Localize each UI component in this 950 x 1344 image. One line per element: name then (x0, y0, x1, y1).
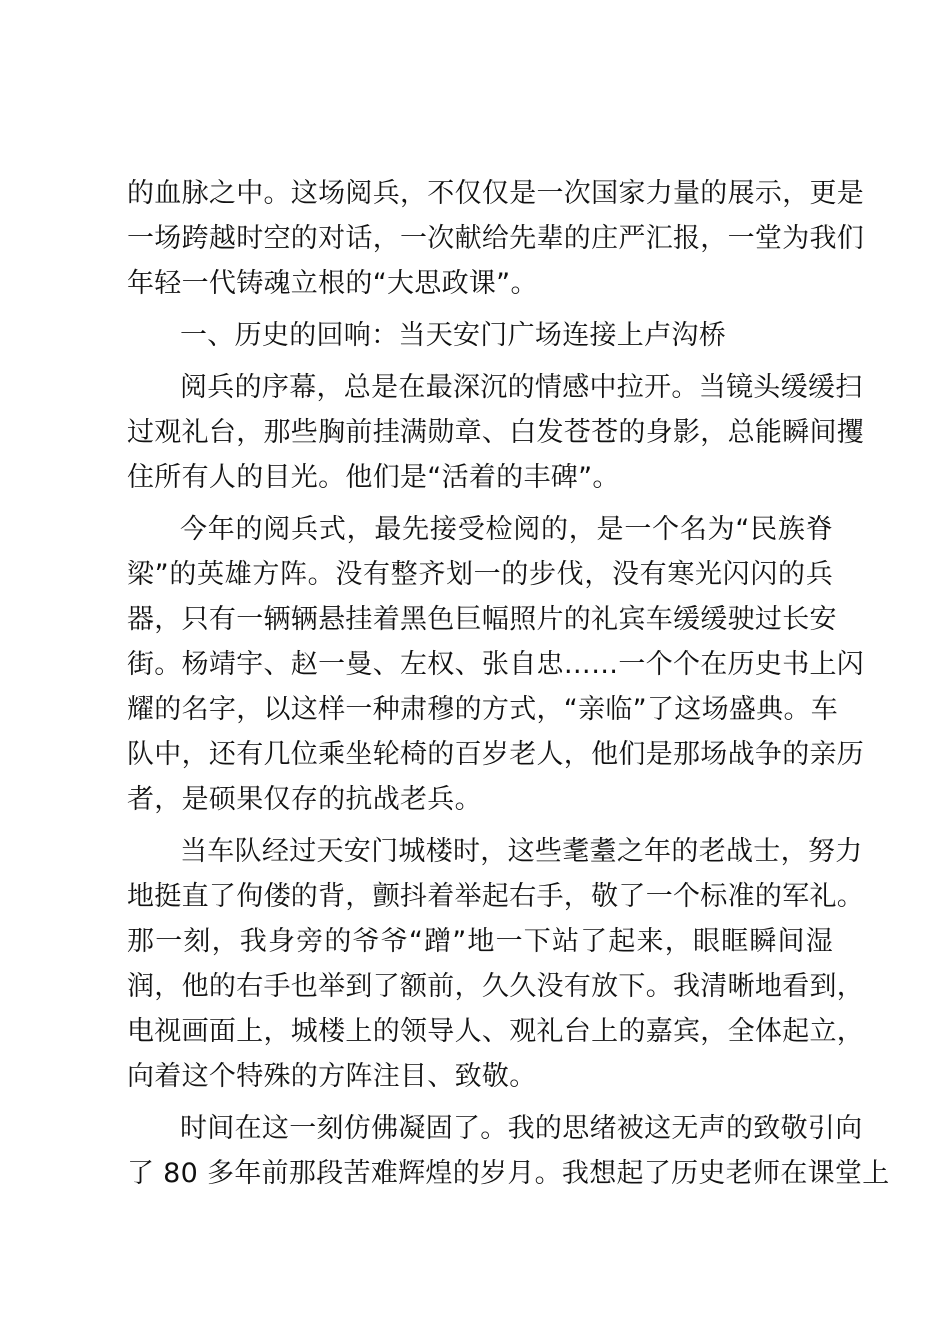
text-line: 过观礼台，那些胸前挂满勋章、白发苍苍的身影，总能瞬间攫 (127, 417, 865, 448)
text-line: 的血脉之中。这场阅兵，不仅仅是一次国家力量的展示，更是 (127, 178, 865, 209)
text-line: 街。杨靖宇、赵一曼、左权、张自忠……一个个在历史书上闪 (127, 649, 865, 680)
text-line: 了 80 多年前那段苦难辉煌的岁月。我想起了历史老师在课堂上 (127, 1158, 890, 1189)
text-line: 今年的阅兵式，最先接受检阅的，是一个名为“民族脊 (180, 514, 833, 545)
text-line: 住所有人的目光。他们是“活着的丰碑”。 (127, 462, 620, 493)
text-line: 那一刻，我身旁的爷爷“蹭”地一下站了起来，眼眶瞬间湿 (127, 926, 833, 957)
text-line: 阅兵的序幕，总是在最深沉的情感中拉开。当镜头缓缓扫 (180, 372, 863, 403)
text-line: 一场跨越时空的对话，一次献给先辈的庄严汇报，一堂为我们 (127, 223, 865, 254)
text-line: 当车队经过天安门城楼时，这些耄耋之年的老战士，努力 (180, 836, 863, 867)
body-text (127, 171, 890, 1196)
text-line: 器，只有一辆辆悬挂着黑色巨幅照片的礼宾车缓缓驶过长安 (127, 604, 837, 635)
section-heading: 一、历史的回响：当天安门广场连接上卢沟桥 (180, 320, 726, 351)
text-line: 时间在这一刻仿佛凝固了。我的思绪被这无声的致敬引向 (180, 1113, 863, 1144)
text-line: 向着这个特殊的方阵注目、致敬。 (127, 1061, 537, 1092)
text-line: 梁”的英雄方阵。没有整齐划一的步伐，没有寒光闪闪的兵 (127, 559, 833, 590)
text-line: 耀的名字，以这样一种肃穆的方式，“亲临”了这场盛典。车 (127, 694, 839, 725)
text-line: 电视画面上，城楼上的领导人、观礼台上的嘉宾，全体起立， (127, 1016, 865, 1047)
text-line: 者，是硕果仅存的抗战老兵。 (127, 784, 482, 815)
text-line: 队中，还有几位乘坐轮椅的百岁老人，他们是那场战争的亲历 (127, 739, 865, 770)
text-line: 地挺直了佝偻的背，颤抖着举起右手，敬了一个标准的军礼。 (127, 881, 865, 912)
text-line: 润，他的右手也举到了额前，久久没有放下。我清晰地看到， (127, 971, 865, 1002)
text-line: 年轻一代铸魂立根的“大思政课”。 (127, 268, 538, 299)
